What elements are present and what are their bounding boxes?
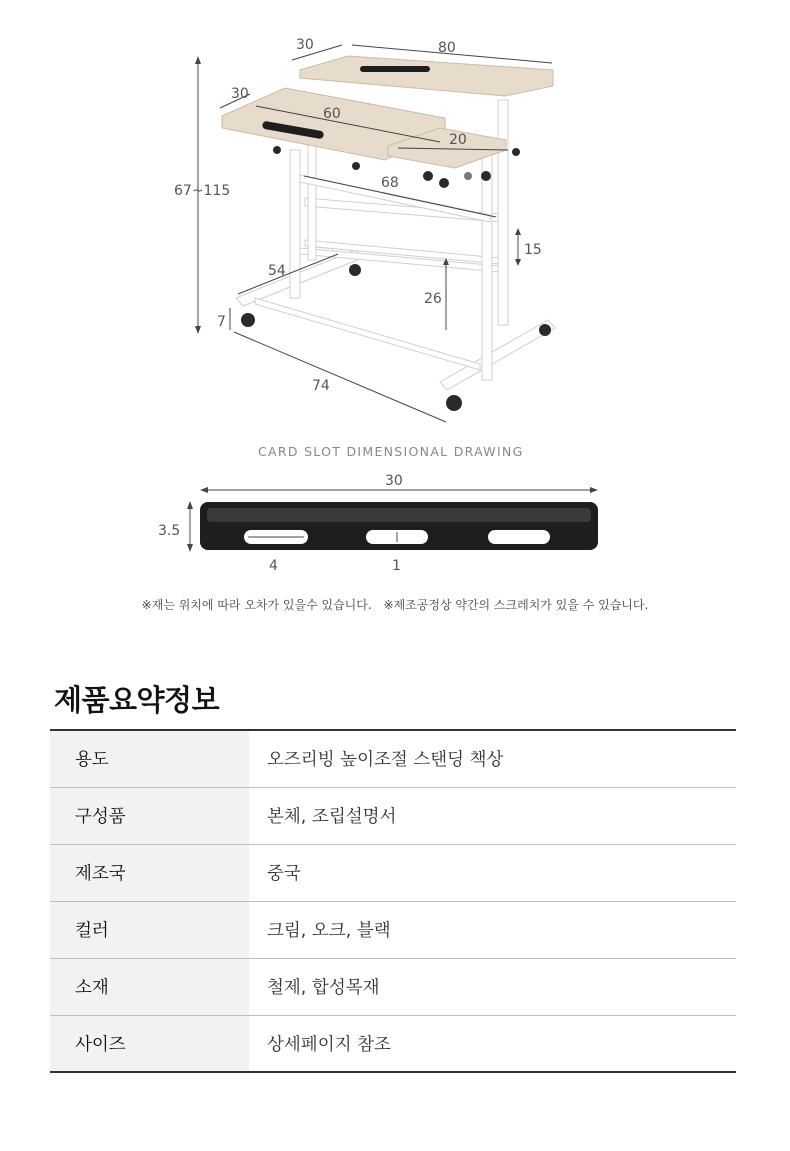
top-shelf (300, 56, 553, 96)
table-row (50, 1015, 736, 1072)
dim-main-width: 60 (323, 106, 341, 122)
dim-base-depth: 54 (268, 263, 286, 279)
note-scratch: ※제조공정상 약간의 스크레치가 있을 수 있습니다. (383, 598, 649, 612)
row-label-material: 소재 (50, 958, 249, 1015)
row-value-usage: 오즈리빙 높이조절 스탠딩 책상 (249, 730, 736, 787)
note-measurement: ※재는 위치에 따라 오차가 있을수 있습니다. (141, 598, 372, 612)
dim-caster: 7 (217, 314, 226, 330)
dim-adjust: 15 (524, 242, 542, 258)
slot-hole-right (488, 530, 550, 544)
dim-side-width: 20 (449, 132, 467, 148)
card-slot-title: CARD SLOT DIMENSIONAL DRAWING (258, 444, 524, 459)
summary-title: 제품요약정보 (54, 683, 220, 717)
product-summary-table (50, 729, 736, 1073)
slot-dim-left: 4 (269, 558, 278, 574)
table-row (50, 787, 736, 844)
row-value-material: 철제, 합성목재 (249, 958, 736, 1015)
row-value-components: 본체, 조립설명서 (249, 787, 736, 844)
row-value-origin: 중국 (249, 844, 736, 901)
slot-height-label: 3.5 (158, 523, 181, 539)
card-slot-drawing (158, 473, 598, 574)
dim-inner-width: 68 (381, 175, 399, 191)
row-label-components: 구성품 (50, 787, 249, 844)
dim-main-depth: 30 (231, 86, 249, 102)
row-label-usage: 용도 (50, 730, 249, 787)
dim-top-width: 80 (438, 40, 456, 56)
dim-base-width: 74 (312, 378, 330, 394)
top-shelf-slot (360, 66, 430, 72)
dim-floor-clear: 26 (424, 291, 442, 307)
dim-height-range: 67~115 (174, 183, 231, 199)
row-label-origin: 제조국 (50, 844, 249, 901)
disclaimer-notes (0, 596, 790, 613)
slot-length-label: 30 (385, 473, 403, 489)
row-label-size: 사이즈 (50, 1015, 249, 1072)
caster-icon (241, 313, 255, 327)
table-row (50, 901, 736, 958)
slot-dim-mid: 1 (392, 558, 401, 574)
row-label-color: 컬러 (50, 901, 249, 958)
table-row (50, 730, 736, 787)
row-value-size: 상세페이지 참조 (267, 1034, 391, 1055)
table-row (50, 844, 736, 901)
row-value-color: 크림, 오크, 블랙 (249, 901, 736, 958)
table-row (50, 958, 736, 1015)
dim-top-depth: 30 (296, 37, 314, 53)
